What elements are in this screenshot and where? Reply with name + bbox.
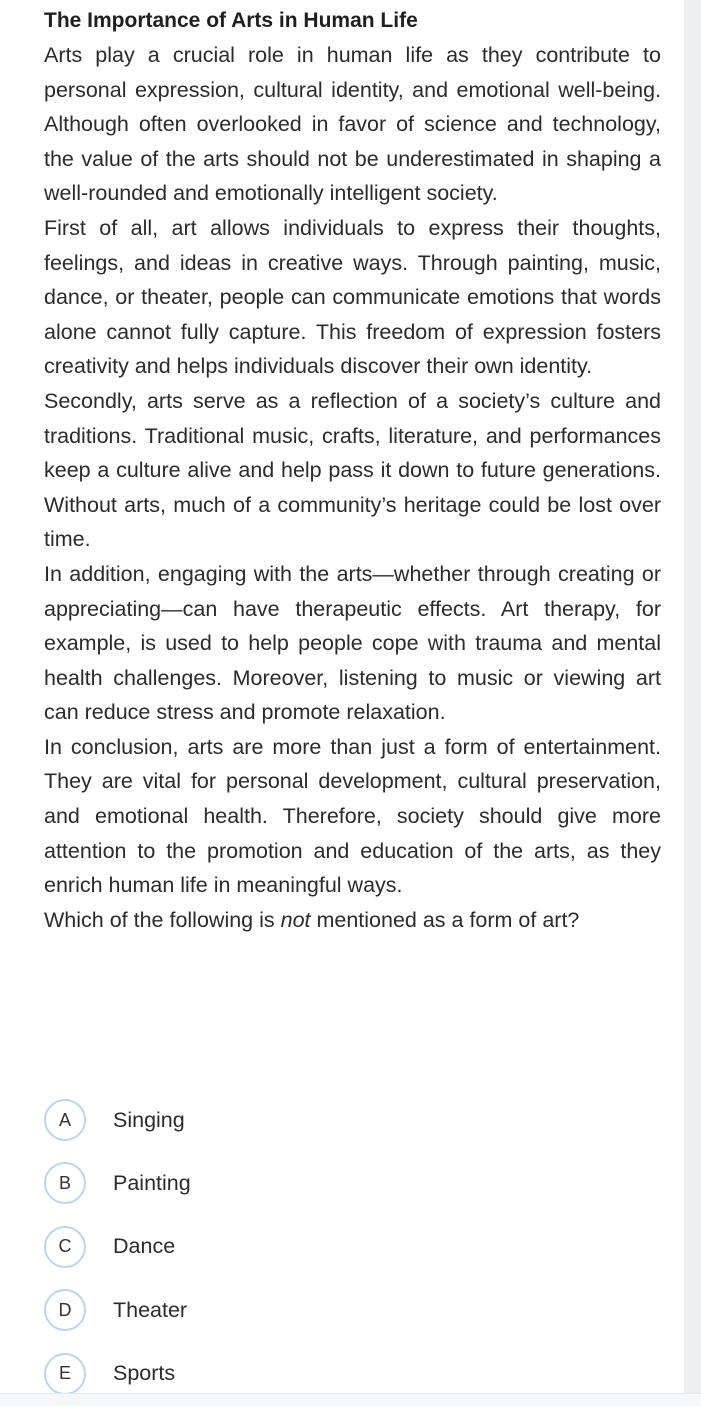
paragraph: Secondly, arts serve as a reflection of a society’s culture and traditions. Traditional music, crafts, literature, and performances keep a culture alive and help pass it down to future generations. Without arts, much of a community’s heritage could be lost over time. [44, 388, 661, 552]
paragraph: In conclusion, arts are more than just a form of entertainment. They are vital for personal development, cultural preservation, and emotional health. Therefore, society should give more attention to the promotion and education of the arts, as they enrich human life in meaningful ways. [44, 734, 661, 898]
option-b[interactable] [44, 1159, 644, 1207]
scrollbar[interactable] [684, 0, 701, 1394]
option-label[interactable]: Theater [113, 1297, 188, 1322]
question-text [44, 903, 661, 937]
option-c[interactable] [44, 1223, 644, 1271]
question-emphasis: not [280, 907, 311, 932]
option-label[interactable]: Dance [113, 1234, 176, 1259]
option-letter-badge[interactable]: A [44, 1099, 86, 1141]
option-label[interactable]: Sports [113, 1361, 176, 1386]
question-prefix: Which of the following is [44, 907, 281, 932]
option-letter-badge[interactable]: B [44, 1162, 86, 1204]
passage [44, 4, 661, 937]
option-a[interactable] [44, 1096, 644, 1144]
answer-options [44, 1096, 644, 1413]
page-title: The Importance of Arts in Human Life [44, 9, 418, 32]
option-e[interactable] [44, 1350, 644, 1398]
paragraph: In addition, engaging with the arts—whether through creating or appreciating—can have therapeutic effects. Art therapy, for example, is used to help people cope with trauma and mental health challenges. Moreover, listening to music or viewing art can reduce stress and promote relaxation. [44, 561, 661, 725]
option-label[interactable]: Painting [113, 1170, 191, 1195]
bottom-edge [0, 1393, 701, 1406]
question-suffix: mentioned as a form of art? [310, 907, 580, 932]
option-letter-badge[interactable]: E [44, 1353, 86, 1395]
paragraph: First of all, art allows individuals to express their thoughts, feelings, and ideas in creative ways. Through painting, music, dance, or theater, people can communicate emotions that words alone cannot fully capture. This freedom of expression fosters creativity and helps individuals discover their own identity. [44, 215, 661, 379]
option-letter-badge[interactable]: C [44, 1226, 86, 1268]
option-label[interactable]: Singing [113, 1107, 185, 1132]
option-letter-badge[interactable]: D [44, 1289, 86, 1331]
option-d[interactable] [44, 1286, 644, 1334]
paragraph: Arts play a crucial role in human life as they contribute to personal expression, cultural identity, and emotional well-being. Although often overlooked in favor of science and technology, the value of the arts should not be underestimated in shaping a well-rounded and emotionally intelligent society. [44, 43, 661, 206]
